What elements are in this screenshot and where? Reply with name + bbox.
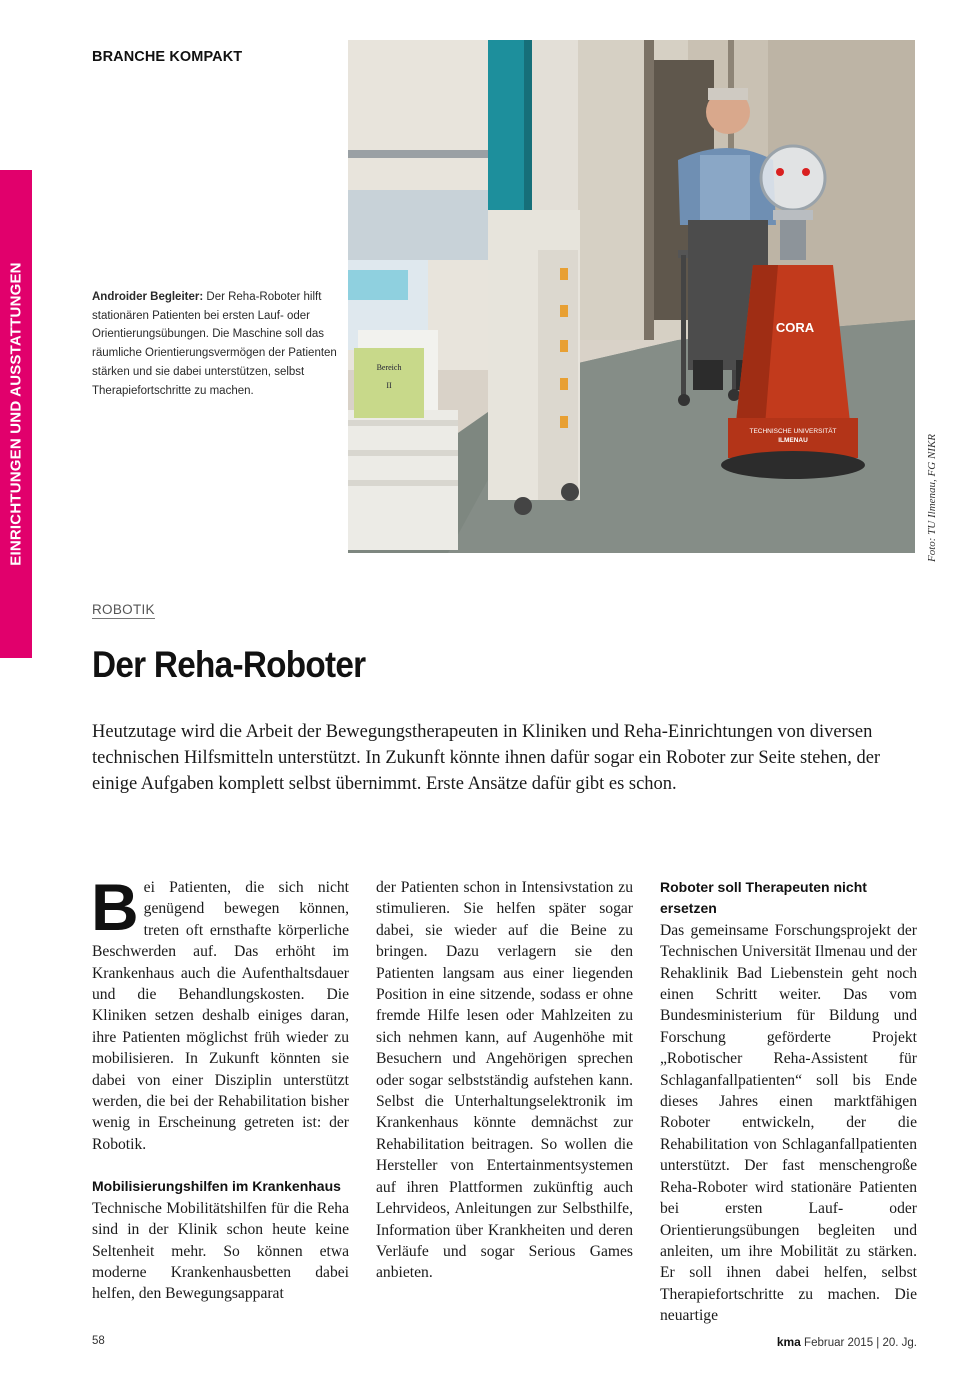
body-paragraph: Das gemeinsame Forschungsprojekt der Technischen Universität Ilmenau und der Rehaklinik Bad Liebenstein geht noch einen Schritt weiter. Das vom Bundesministerium für Bildung und Forschung geförderte Projekt „Robotischer Reha-Assistent für Schlaganfallpatienten“ soll bis Ende dieses Jahres einen marktfähigen Roboter entwickeln, der die Rehabilitation von Schlaganfallpatienten unterstützt. Der fast menschengroße Reha-Roboter wird stationäre Patienten bei ersten Lauf- oder Orientierungsübungen begleiten und anleiten, um ihre Mobilität zu stärken. Er soll ihnen dabei helfen, selbst Therapiefortschritte zu machen. Die neuartige	[660, 921, 917, 1325]
svg-text:ILMENAU: ILMENAU	[778, 437, 808, 444]
section-label: BRANCHE KOMPAKT	[92, 49, 243, 65]
body-column-3	[660, 877, 917, 1327]
article-intro: Heutzutage wird die Arbeit der Bewegungstherapeuten in Kliniken und Reha-Einrichtungen von diversen technischen Hilfsmitteln unterstützt. In Zukunft könnte ihnen dafür sogar ein Roboter zur Seite stehen, der einige Aufgaben komplett selbst übernimmt. Erste Ansätze dafür gibt es schon.	[92, 722, 881, 794]
dropcap: B	[91, 870, 139, 944]
svg-text:CORA: CORA	[775, 320, 815, 335]
body-paragraph: der Patienten schon in Intensivstation zu stimulieren. Sie helfen später sogar dabei, sie wieder auf die Beine zu bringen. Dazu verlagern sie den Patienten langsam aus einer liegenden Position in eine sitzende, sodass er ohne fremde Hilfe lesen oder Mahlzeiten zu sich nehmen kann, auf Augenhöhe mit Besuchern und Angehörigen sprechen oder sogar selbstständig aufstehen kann. Selbst die Unterhaltungselektronik im Krankenhaus könnte demnächst zur Rehabilitation beitragen. So wollen die Hersteller von Entertainmentsystemen auf ihren Plattformen zukünftig auch Lehrvideos, Anleitungen zur Selbsthilfe, Information über Krankheiten und deren Verläufe und sogar Serious Games anbieten.	[376, 879, 633, 1282]
svg-text:TECHNISCHE UNIVERSITÄT: TECHNISCHE UNIVERSITÄT	[749, 428, 837, 435]
page-title: Der Reha-Roboter	[92, 644, 366, 685]
body-paragraph-text: ei Patienten, die sich nicht genügend bewegen können, treten oft ernsthafte körperliche Beschwerden auf. Das erhöht im Krankenhaus auch die Aufenthaltsdauer und die Behandlungskosten. Die Kliniken setzen deshalb einiges daran, ihre Patienten möglichst früh wieder zu mobilisieren. In Zukunft könnten sie dabei von einer Disziplin unterstützt werden, die bei der Rehabilitation bisher wenig in Erscheinung getreten ist: der Robotik.	[92, 879, 349, 1153]
caption-text: Der Reha-Roboter hilft stationären Patienten bei ersten Lauf- oder Orientierungsübungen. Die Maschine soll das räumliche Orientierungsvermögen der Patienten stärken und sie dabei unterstützen, selbst Therapiefortschritte zu machen.	[92, 291, 337, 397]
photo-credit: Foto: TU Ilmenau, FG NIKR	[926, 433, 938, 563]
issue-date: Februar 2015 | 20. Jg.	[800, 1337, 917, 1349]
body-column-1	[91, 870, 349, 1305]
subheading: Mobilisierungshilfen im Krankenhaus	[92, 1178, 341, 1195]
body-paragraph	[91, 870, 349, 1155]
robot-photo-icon	[348, 40, 915, 553]
footer-issue	[777, 1335, 917, 1349]
svg-text:II: II	[386, 381, 392, 390]
body-paragraph: Technische Mobilitätshilfen für die Reha sind in der Klinik schon heute keine Seltenheit mehr. So können etwa moderne Krankenhausbetten dabei helfen, den Bewegungsapparat	[92, 1199, 349, 1303]
side-tab-label: EINRICHTUNGEN UND AUSSTATTUNGEN	[7, 262, 25, 566]
svg-text:Bereich: Bereich	[376, 363, 402, 372]
body-column-2	[376, 877, 633, 1284]
caption-lead: Androider Begleiter:	[92, 291, 204, 303]
photo-caption	[92, 288, 342, 400]
brand-logo: kma	[776, 1335, 801, 1349]
page-number: 58	[92, 1335, 105, 1347]
article-photo	[348, 40, 915, 553]
kicker-link[interactable]: ROBOTIK	[92, 602, 155, 617]
subheading: Roboter soll Therapeuten nicht ersetzen	[660, 879, 867, 917]
